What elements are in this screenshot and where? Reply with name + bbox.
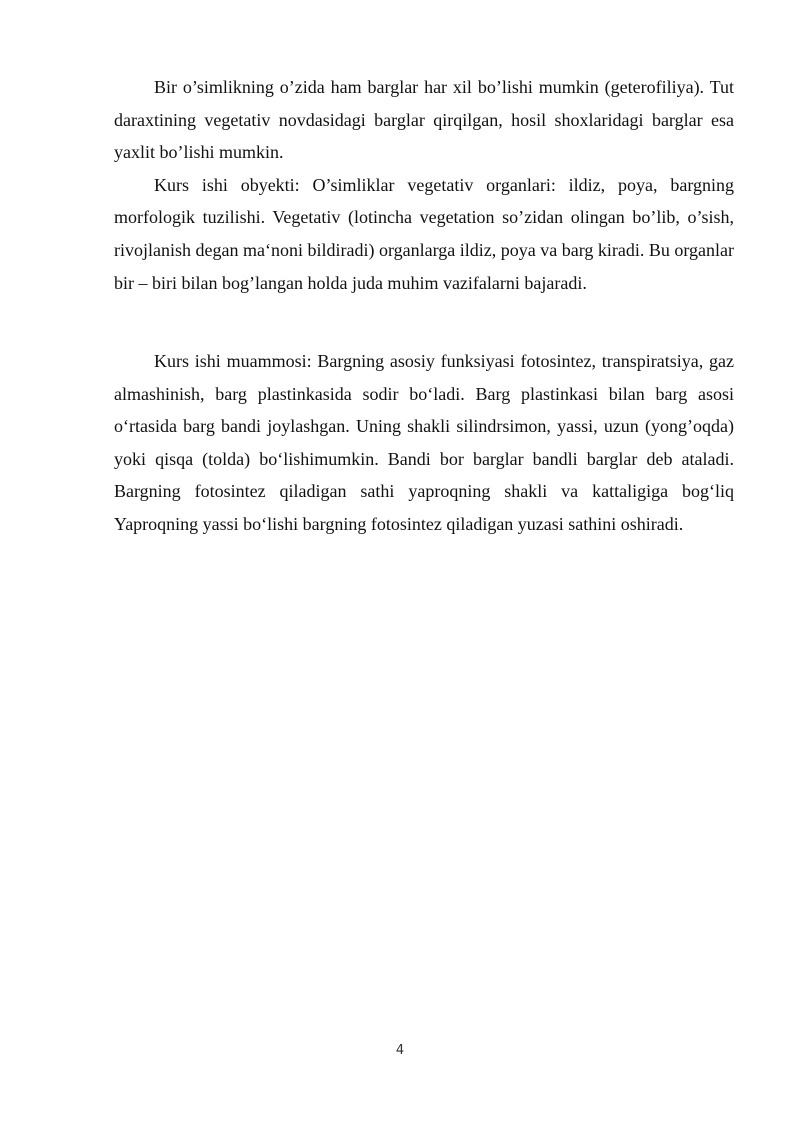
paragraph-heterophylly: Bir o’simlikning o’zida ham barglar har xil bo’lishi mumkin (geterofiliya). Tut daraxtining vegetativ novdasidagi barglar qirqilgan, hosil shoxlaridagi barglar esa yaxlit bo’lishi mumkin. bbox=[114, 77, 734, 163]
paragraph-course-object: Kurs ishi obyekti: O’simliklar vegetativ organlari: ildiz, poya, bargning morfologik tuzilishi. Vegetativ (lotincha vegetation so’zidan olingan bo’lib, o’sish, rivojlanish degan ma‘noni bildiradi) organlarga ildiz, poya va barg kiradi. Bu organlar bir – biri bilan bog’langan holda juda muhim vazifalarni bajaradi. bbox=[114, 174, 735, 293]
page-number: 4 bbox=[395, 1043, 405, 1058]
text-section-bottom bbox=[114, 345, 734, 541]
text-section-top bbox=[114, 71, 734, 299]
paragraph-course-problem: Kurs ishi muammosi: Bargning asosiy funksiyasi fotosintez, transpiratsiya, gaz almashinish, barg plastinkasida sodir bo‘ladi. Barg plastinkasi bilan barg asosi o‘rtasida barg bandi joylashgan. Uning shakli silindrsimon, yassi, uzun (yong’oqda) yoki qisqa (tolda) bo‘lishimumkin. Bandi bor barglar bandli barglar deb ataladi. Bargning fotosintez qiladigan sathi yaproqning shakli va kattaligiga bog‘liq Yaproqning yassi bo‘lishi bargning fotosintez qiladigan yuzasi sathini oshiradi. bbox=[114, 351, 734, 534]
